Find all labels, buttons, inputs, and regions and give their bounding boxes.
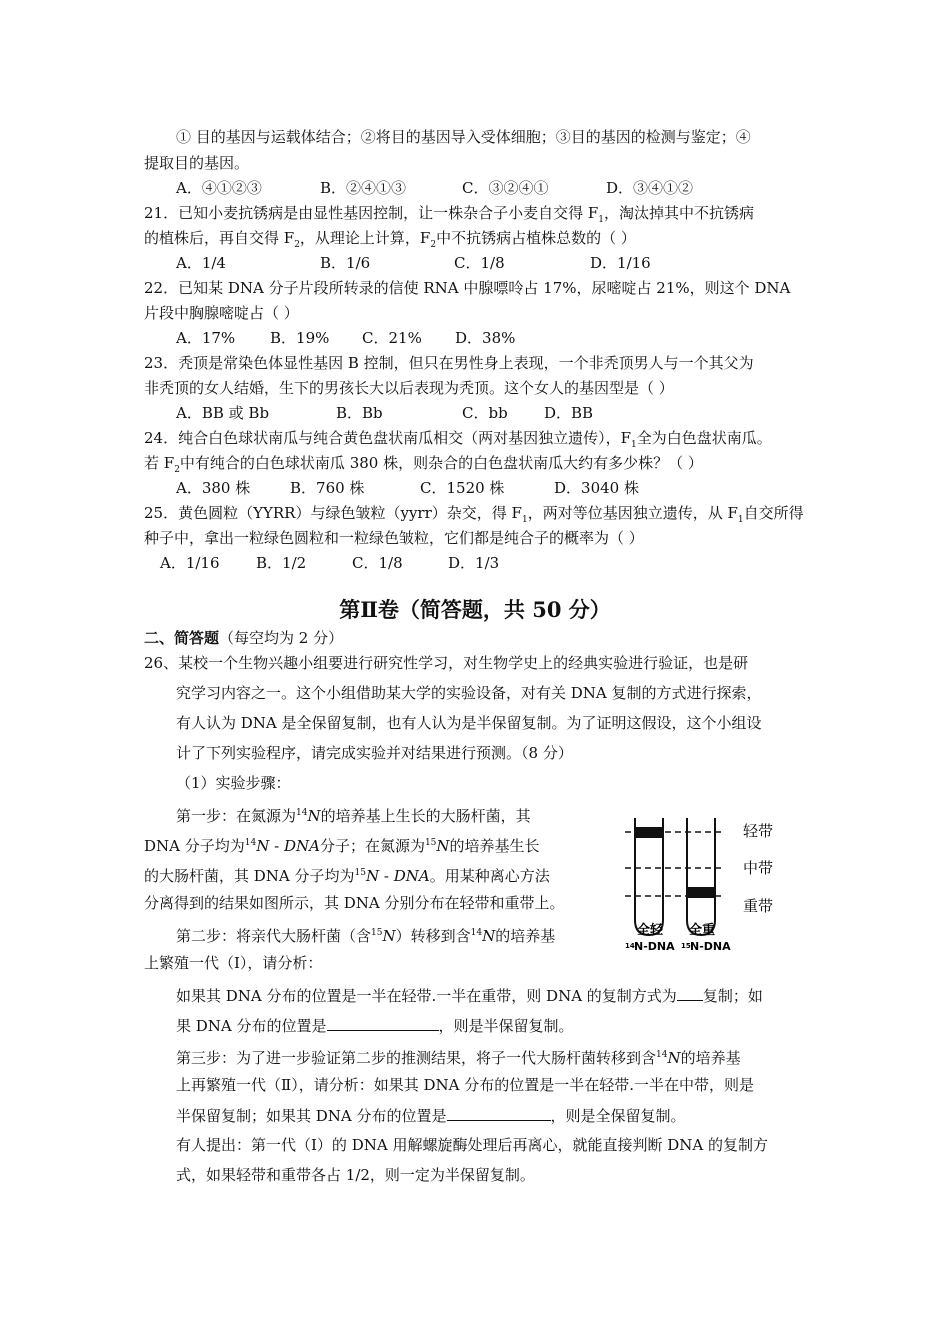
q26-extra-line2: 式，如果轻带和重带各占 1/2，则一定为半保留复制。 [176,1166,535,1184]
q26-step-title: （1）实验步骤： [176,774,291,792]
q21-option-d: D．1/16 [590,254,651,272]
q26-step2-line1: 第二步：将亲代大肠杆菌（含$^{15}$N）转移到含$^{14}$N的培养基 [176,927,556,945]
q22-option-a: A．17% [176,329,236,347]
band-middle-label: 中带 [743,859,774,877]
tube-1-iso: 14 [625,942,635,950]
q23-option-c: C．bb [462,404,508,422]
q23-stem-line2: 非秃顶的女人结婚，生下的男孩长大以后表现为秃顶。这个女人的基因型是（ ） [144,379,674,397]
tube-2-heavy-band [688,887,714,898]
q26-step3-line2: 上再繁殖一代（Ⅱ），请分析：如果其 DNA 分布的位置是一半在轻带.一半在中带，则是 [176,1076,754,1094]
q25-option-d: D．1/3 [448,554,500,572]
q26-para-line1: 26、某校一个生物兴趣小组要进行研究性学习，对生物学史上的经典实验进行验证，也是研 [144,654,749,672]
tube-2-label: 全重 [689,923,716,938]
answer-blank-1[interactable] [677,985,703,1001]
q23-option-d: D．BB [544,404,594,422]
q20-steps-line2: 提取目的基因。 [144,154,250,172]
tube-2-sub: N-DNA [690,940,731,953]
centrifuge-tube-figure [625,810,795,960]
q26-step1-line1: 第一步：在氮源为$^{14}$N的培养基上生长的大肠杆菌，其 [176,807,531,825]
q21-option-a: A．1/4 [176,254,226,272]
q24-option-d: D．3040 株 [554,479,639,497]
q26-step2-line3: 如果其 DNA 分布的位置是一半在轻带.一半在重带，则 DNA 的复制方式为 复制；如 [176,987,763,1005]
q23-stem-line1: 23．秃顶是常染色体显性基因 B 控制，但只在男性身上表现，一个非秃顶男人与一个其父为 [144,354,754,372]
section-title: 第Ⅱ卷（简答题，共 50 分） [339,597,611,622]
q26-step2-line4: 果 DNA 分布的位置是 ，则是半保留复制。 [176,1017,574,1035]
q25-option-b: B．1/2 [256,554,307,572]
q21-stem-line2: 的植株后，再自交得 $F_2$，从理论上计算，$F_2$中不抗锈病占植株总数的（ ） [144,229,636,250]
tube-1-sub: N-DNA [634,940,675,953]
q25-stem-line2: 种子中，拿出一粒绿色圆粒和一粒绿色皱粒，它们都是纯合子的概率为（ ） [144,529,644,547]
tube-1-label: 全轻 [637,923,664,938]
band-light-label: 轻带 [743,822,774,840]
q20-option-c: C．③②④① [462,179,549,197]
q24-stem-line1: 24．纯合白色球状南瓜与纯合黄色盘状南瓜相交（两对基因独立遗传），$F_1$全为白色盘状南瓜。 [144,429,772,450]
q26-step3-line1: 第三步：为了进一步验证第二步的推测结果，将子一代大肠杆菌转移到含$^{14}$N的培养基 [176,1049,741,1067]
q26-step3-line3: 半保留复制；如果其 DNA 分布的位置是 ，则是全保留复制。 [176,1107,686,1125]
q26-para-line2: 究学习内容之一。这个小组借助某大学的实验设备，对有关 DNA 复制的方式进行探索， [176,684,762,702]
q22-stem-line1: 22．已知某 DNA 分子片段所转录的信使 RNA 中腺嘌呤占 17%，尿嘧啶占 21%，则这个 DNA [144,279,791,297]
q22-option-c: C．21% [362,329,422,347]
q26-step2-line2: 上繁殖一代（Ⅰ），请分析： [144,954,323,972]
q22-stem-line2: 片段中胸腺嘧啶占（ ） [144,304,299,322]
q26-step1-line4: 分离得到的结果如图所示，其 DNA 分别分布在轻带和重带上。 [144,894,565,912]
q22-option-b: B．19% [270,329,330,347]
q22-option-d: D．38% [455,329,516,347]
q20-steps-line1: ① 目的基因与运载体结合；②将目的基因导入受体细胞；③目的基因的检测与鉴定；④ [176,128,751,146]
q23-option-b: B．Bb [336,404,383,422]
q26-para-line3: 有人认为 DNA 是全保留复制，也有人认为是半保留复制。为了证明这假设，这个小组设 [176,714,762,732]
q20-option-d: D．③④①② [606,179,694,197]
q26-para-line4: 计了下列实验程序，请完成实验并对结果进行预测。（8 分） [176,744,573,762]
q26-step1-line3: 的大肠杆菌，其 DNA 分子均为$^{15}$N - DNA。用某种离心方法 [144,867,550,885]
q24-option-b: B．760 株 [290,479,365,497]
answer-blank-2[interactable] [327,1015,439,1031]
q23-option-a: A．BB 或 Bb [176,404,270,422]
q20-option-a: A．④①②③ [176,179,262,197]
q25-stem-line1: 25．黄色圆粒（YYRR）与绿色皱粒（yyrr）杂交，得 $F_1$，两对等位基因独立遗传，从 $F_1$自交所得 [144,504,804,525]
q25-option-a: A．1/16 [160,554,220,572]
q20-option-b: B．②④①③ [320,179,407,197]
section-heading: 二、简答题（每空均为 2 分） [144,629,344,647]
q24-option-a: A．380 株 [176,479,251,497]
tube-2 [687,818,715,935]
q21-option-b: B．1/6 [320,254,371,272]
q25-option-c: C．1/8 [352,554,403,572]
q21-option-c: C．1/8 [454,254,505,272]
answer-blank-3[interactable] [447,1105,551,1121]
q26-extra-line1: 有人提出：第一代（Ⅰ）的 DNA 用解螺旋酶处理后再离心，就能直接判断 DNA 的复制方 [176,1136,768,1154]
q24-option-c: C．1520 株 [420,479,505,497]
tube-1-light-band [636,827,662,838]
tube-2-iso: 15 [681,942,691,950]
q26-step1-line2: DNA 分子均为$^{14}$N - DNA分子；在氮源为$^{15}$N的培养基生长 [144,837,540,855]
q24-stem-line2: 若 $F_2$中有纯合的白色球状南瓜 380 株，则杂合的白色盘状南瓜大约有多少株？（ ） [144,454,703,475]
band-heavy-label: 重带 [743,897,774,915]
q21-stem-line1: 21．已知小麦抗锈病是由显性基因控制，让一株杂合子小麦自交得 $F_1$，淘汰掉其中不抗锈病 [144,204,755,225]
